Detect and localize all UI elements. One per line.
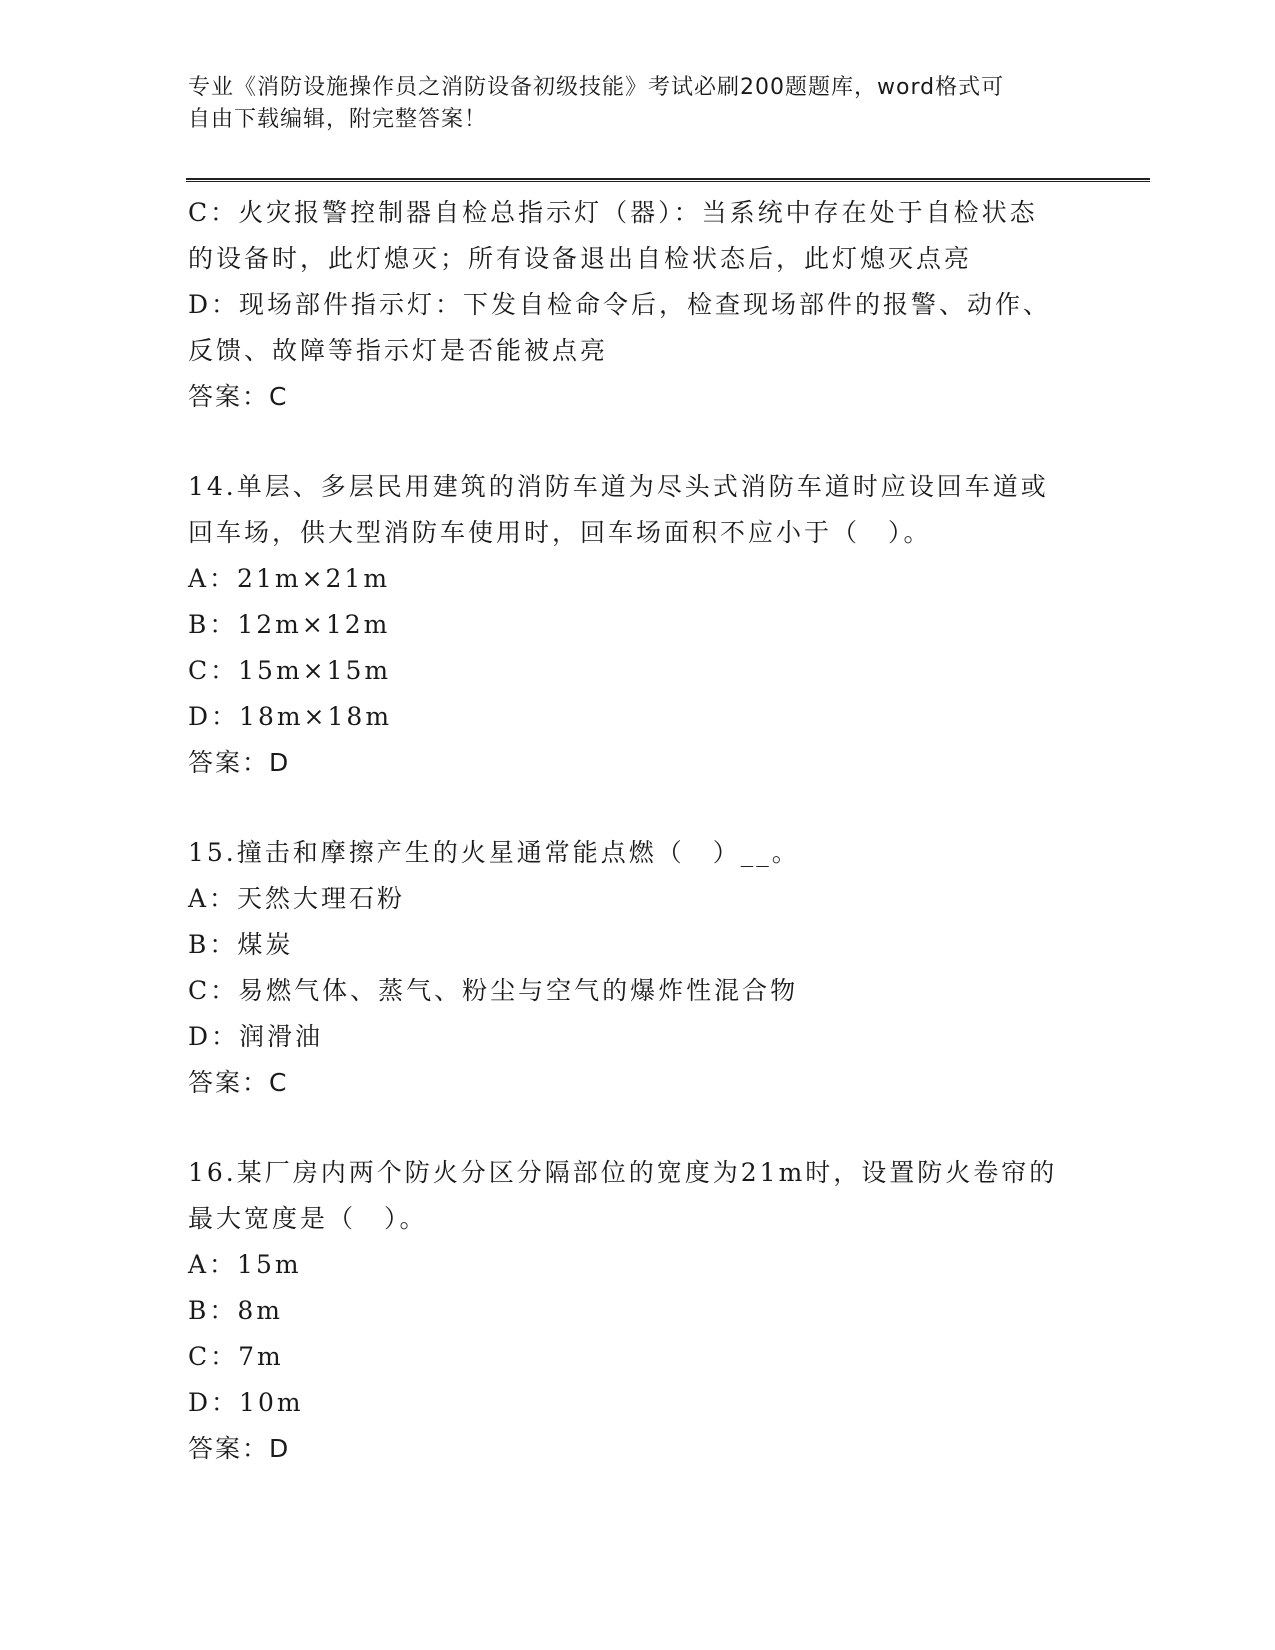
- option-b: B：12m×12m: [188, 610, 391, 639]
- option-line: 反馈、故障等指示灯是否能被点亮: [188, 336, 609, 365]
- option-a: A：15m: [188, 1250, 302, 1279]
- question-14: [188, 464, 1088, 786]
- option-d: D：10m: [188, 1388, 304, 1417]
- answer-line: 答案：D: [188, 1434, 291, 1463]
- answer-line: 答案：D: [188, 748, 291, 777]
- option-c: C：易燃气体、蒸气、粉尘与空气的爆炸性混合物: [188, 976, 799, 1005]
- document-body: [188, 190, 1088, 1472]
- question-16: [188, 1150, 1088, 1472]
- header-line-2: 自由下载编辑，附完整答案！: [188, 107, 488, 132]
- option-c: C：7m: [188, 1342, 284, 1371]
- question-text: 16.某厂房内两个防火分区分隔部位的宽度为21m时，设置防火卷帘的: [188, 1158, 1058, 1187]
- question-15: [188, 830, 1088, 1106]
- question-text: 最大宽度是（ ）。: [188, 1204, 428, 1233]
- option-b: B：煤炭: [188, 930, 294, 959]
- page-header: [188, 72, 1088, 136]
- answer-line: 答案：C: [188, 1068, 289, 1097]
- option-b: B：8m: [188, 1296, 283, 1325]
- question-text: 15.撞击和摩擦产生的火星通常能点燃（ ）__。: [188, 838, 800, 867]
- option-d: D：18m×18m: [188, 702, 393, 731]
- option-line: D：现场部件指示灯：下发自检命令后，检查现场部件的报警、动作、: [188, 290, 1052, 319]
- question-text: 14.单层、多层民用建筑的消防车道为尽头式消防车道时应设回车道或: [188, 472, 1049, 501]
- answer-line: 答案：C: [188, 382, 289, 411]
- question-text: 回车场，供大型消防车使用时，回车场面积不应小于（ ）。: [188, 518, 932, 547]
- continued-question: [188, 190, 1088, 420]
- option-a: A：天然大理石粉: [188, 884, 406, 913]
- option-c: C：15m×15m: [188, 656, 392, 685]
- option-line: C：火灾报警控制器自检总指示灯（器）：当系统中存在处于自检状态: [188, 198, 1038, 227]
- option-d: D：润滑油: [188, 1022, 324, 1051]
- option-a: A：21m×21m: [188, 564, 391, 593]
- option-line: 的设备时，此灯熄灭；所有设备退出自检状态后，此灯熄灭点亮: [188, 244, 973, 273]
- header-line-1: 专业《消防设施操作员之消防设备初级技能》考试必刷200题题库，word格式可: [188, 75, 1005, 100]
- header-divider: [186, 178, 1150, 182]
